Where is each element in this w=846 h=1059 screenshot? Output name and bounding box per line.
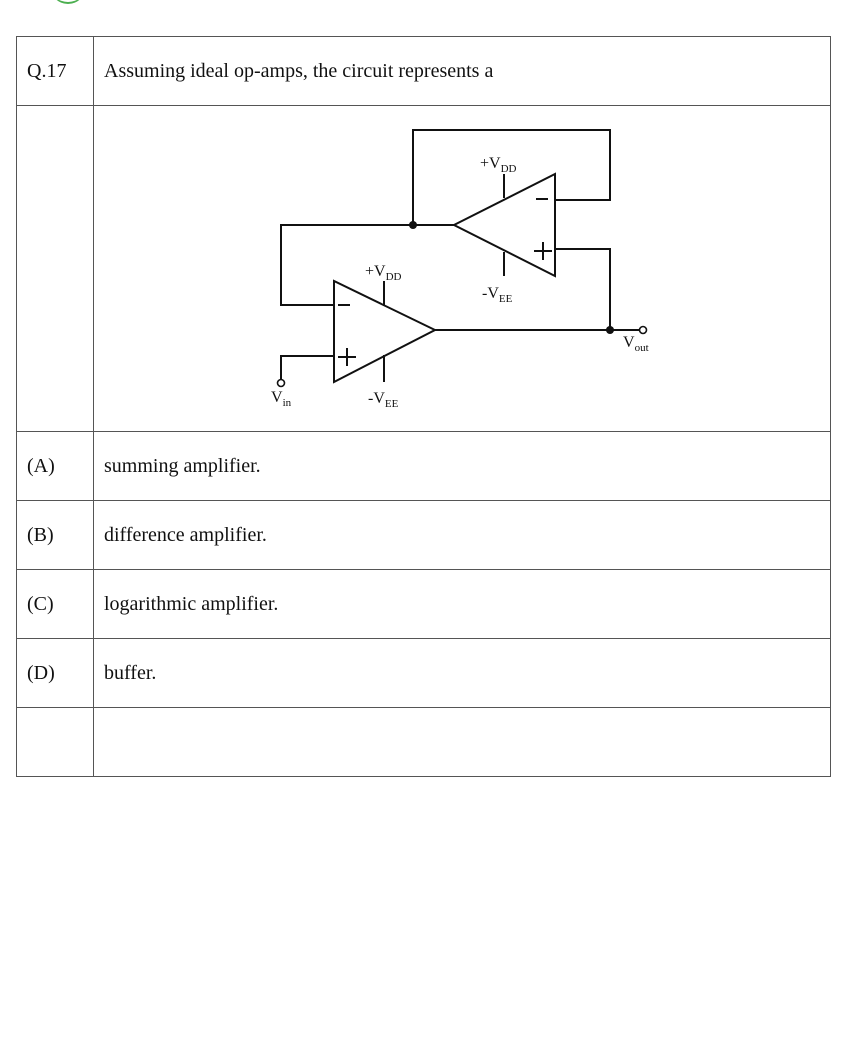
vout-label: $V_{out}$ <box>623 334 649 354</box>
output-terminal <box>640 327 647 334</box>
figure-cell <box>94 106 831 432</box>
option-row-a <box>17 432 831 501</box>
question-text: Assuming ideal op-amps, the circuit represents a <box>94 37 831 106</box>
option-label: (A) <box>17 432 94 501</box>
input-terminal <box>278 380 285 387</box>
circuit-diagram <box>94 106 831 431</box>
option-text: logarithmic amplifier. <box>94 570 831 639</box>
top-vdd-label: $+V_{DD}$ <box>480 155 517 175</box>
option-label: (B) <box>17 501 94 570</box>
bottom-vee-label: $-V_{EE}$ <box>368 390 399 410</box>
option-row-c <box>17 570 831 639</box>
question-table <box>16 36 831 777</box>
output-junction-dot <box>606 326 614 334</box>
feedback-junction-dot <box>409 221 417 229</box>
figure-label-cell <box>17 106 94 432</box>
question-row <box>17 37 831 106</box>
option-label: (C) <box>17 570 94 639</box>
option-row-b <box>17 501 831 570</box>
question-number: Q.17 <box>17 37 94 106</box>
option-label: (D) <box>17 639 94 708</box>
figure-row <box>17 106 831 432</box>
vin-label: $V_{in}$ <box>271 389 292 409</box>
option-text: difference amplifier. <box>94 501 831 570</box>
bottom-vdd-label: $+V_{DD}$ <box>365 263 402 283</box>
empty-row <box>17 708 831 777</box>
option-text: summing amplifier. <box>94 432 831 501</box>
empty-cell <box>94 708 831 777</box>
logo-icon <box>50 0 86 4</box>
empty-cell <box>17 708 94 777</box>
top-vee-label: $-V_{EE}$ <box>482 285 513 305</box>
option-text: buffer. <box>94 639 831 708</box>
option-row-d <box>17 639 831 708</box>
